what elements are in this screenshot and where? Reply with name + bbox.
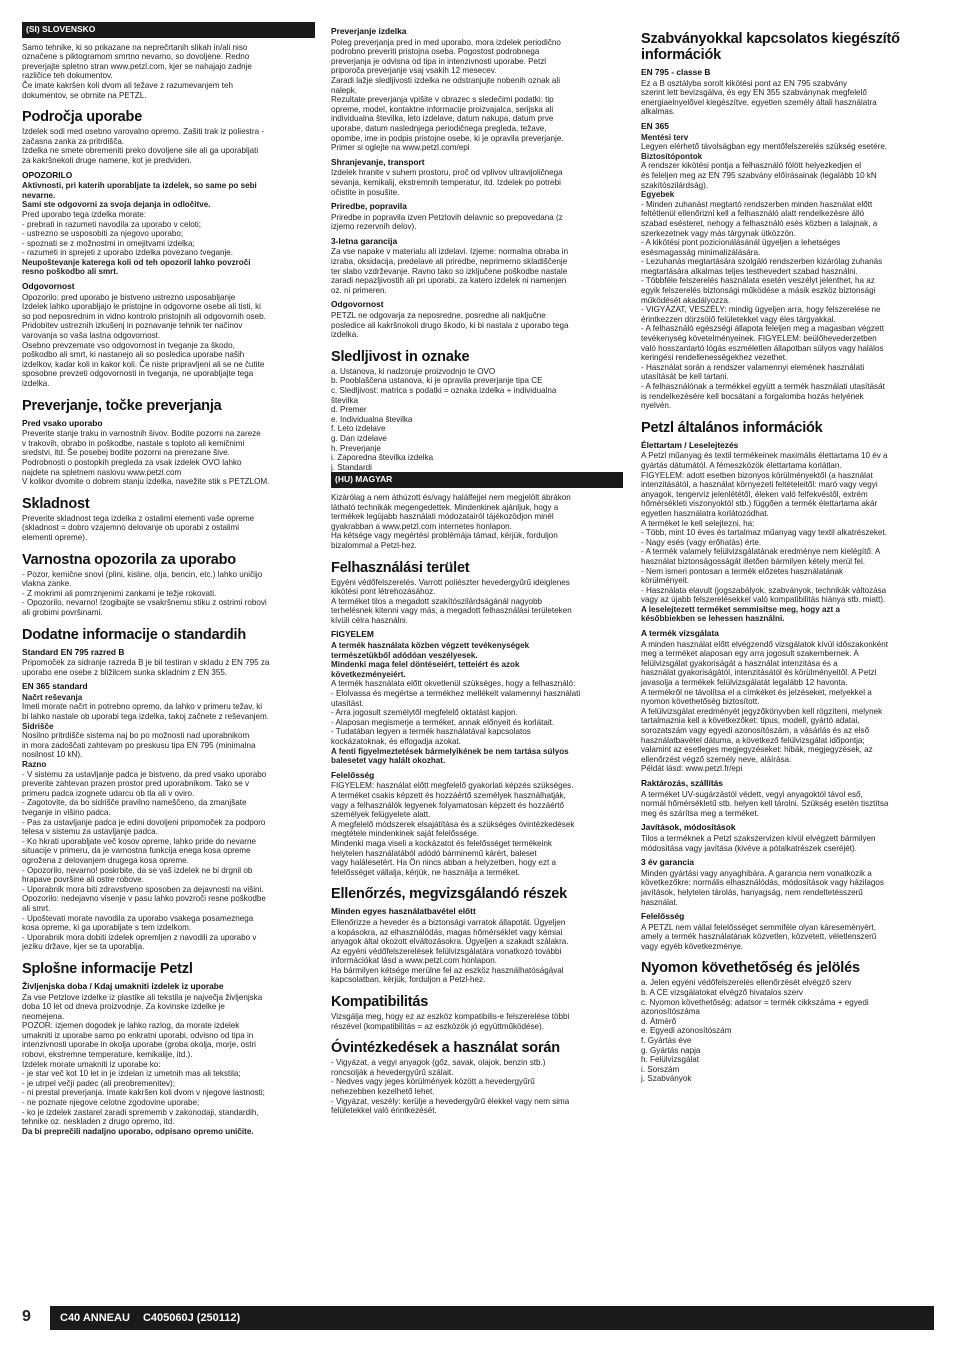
language-header: (HU) MAGYAR <box>331 472 623 488</box>
paragraph: PETZL ne odgovarja za neposredne, posredne ali naključne posledice ali kakršnokoli drugo škodo, ki bi nastala z uporabo tega izdelka. <box>331 311 569 340</box>
paragraph: Za vse Petzlove izdelke iz plastike ali tekstila je največja življenjska doba 10 let od dneva proizvodnje. Za kovinske izdelke je neomejena. POZOR: izjemen dogodek je lahko razlog, da morate izdelek umakniti iz uporabe samo po enkratni uporabi, odvisno od tipa in intenzivnosti uporabe in okolja uporabe (groba okolja, morje, ostri robovi, ekstremne temperature, kemikalije, itd.). Izdelek morate umakniti iz uporabe ko: - je star več kot 10 let in je izdelan iz umetnih mas ali tekstila; - je utrpel večji padec (ali preobremenitev); - ni prestal preverjanja. Imate kakršen koli dvom v njegove lastnosti; - ne poznate njegove celotne zgodovine uporabe; - ko je izdelek zastarel zaradi sprememb v zakonodaji, standardih, tehnike oz. neskladen z drugo opremo, itd. <box>22 992 265 1127</box>
subsection-heading: Preverjanje izdelka <box>331 26 407 36</box>
subsection-heading: EN 365 <box>641 120 669 131</box>
paragraph: Opozorilo: pred uporabo je bistveno ustrezno usposabljanje Izdelek lahko uporabljajo le pristojne in odgovorne osebe ali tisti, ki so pod neposrednim in vidno kontrolo pristojnih ali odgovornih oseb. Pridobitev ustreznih izkušenj in poznavanje tehnik ter načinov varovanja so vaša lastna odgovornost. Osebno prevzemate vso odgovornost in tveganje za škodo, poškodbo ali smrt, ki nastanejo ali so posledica uporabe naših izdelkov, kadar koli in kakor koli. Če niste pripravljeni ali se ne čutite sposobne prevzeti odgovornosti in tveganja, ne uporabljajte tega izdelka. <box>22 292 266 388</box>
page-footer <box>22 1306 934 1330</box>
paragraph: Vizsgálja meg, hogy ez az eszköz kompatibilis-e felszerelése többi részével (kompatibilitás = az eszközök jó együttműködése). <box>331 1012 570 1031</box>
subsection-heading: OPOZORILO <box>22 169 73 180</box>
document-reference: C405060J (250112) <box>142 1312 241 1324</box>
subsection-heading: Élettartam / Leselejtezés <box>641 439 739 450</box>
paragraph: - Vigyázat, a vegyi anyagok (gőz, savak, olajok, benzin stb.) roncsolják a hevedergyűrű szálait. - Nedves vagy jeges körülmények között a hevedergyűrű nehezebben kezelhető lehet. - Vigyázat, veszély: kerülje a hevedergyűrű élekkel vagy nem sima felületekkel való érintkezését. <box>331 1058 570 1116</box>
subsection-heading: Felelősség <box>641 911 685 922</box>
section-heading: Dodatne informacije o standardih <box>22 626 247 643</box>
product-name: C40 ANNEAU <box>60 1312 130 1324</box>
paragraph: A termék használata előtt okvetlenül szükséges, hogy a felhasználó: - Elolvassa és megértse a termékhez mellékelt valamennyi használati utasítást. - Arra jogosult személytől megfelelő oktatást kapjon. - Alaposan megismerje a terméket, annak előnyeit és korlátait. - Tudatában legyen a termék használatával kapcsolatos kockázatoknak, és elfogadja azokat. <box>331 679 581 746</box>
subsection-heading: 3 év garancia <box>641 857 695 868</box>
paragraph: FIGYELEM: használat előtt megfelelő gyakorlati képzés szükséges. A terméket csakis képzett és hozzáértő személyek használhatják, vagy a felhasználók legyenek folyamatosan képzett és hozzáértő személyek felügyelete alatt. A megfelelő módszerek elsajátítása és a szükséges óvintézkedések megtétele mindenkinek saját felelőssége. Mindenki maga viseli a kockázatot és felelősséget termékeink helytelen használatából adódó bárminemű kárért, baleset vagy halálesetért. Ha Ön nincs abban a helyzetben, hogy ezt a felelősséget vállalja, kérjük, ne használja a terméket. <box>331 781 575 877</box>
paragraph: - Minden zuhanást megtartó rendszerben minden használat előtt feltétlenül ellenőrizni kell a felhasználó alatt rendelkezésre álló szabad esésteret, nehogy a felhasználó esés közben a talajnak, a szerkezetnek vagy más tárgynak ütközzön. - A kikötési pont pozicionálásánál ügyeljen a lehetséges esésmagasság minimalizálására. - Lezuhanás megtartására szolgáló rendszerben kizárólag zuhanás megtartására alkalmas teljes testhevedert szabad használni. - Többféle felszerelés használata esetén veszélyt jelenthet, ha az egyik felszerelés biztonsági működése a másik eszköz biztonsági működését akadályozza. - VIGYÁZAT, VESZÉLY: mindig ügyeljen arra, hogy felszerelése ne érintkezzen dörzsölő felületekkel vagy éles tárgyakkal. - A felhasználó egészségi állapota feleljen meg a magasban végzett tevékenység követelményeinek. FIGYELEM: beülőhevederzetben való hosszantartó lógás eszméletlen állapotban súlyos vagy halálos keringési rendellenességekhez vezethet. - Használat során a rendszer valamennyi elemének használati utasítását be kell tartani. - A felhasználónak a termékkel együtt a termék használati utasítását is rendelkezésére kell bocsátani a forgalomba hozás helyének nyelvén. <box>641 199 885 411</box>
bold-paragraph: A fenti figyelmeztetések bármelyikének be nem tartása súlyos balesetet vagy halált okozhat. <box>331 746 569 766</box>
paragraph: A terméket UV-sugárzástól védett, vegyi anyagoktól távol eső, normál hőmérsékletű stb. helyen kell tárolni. Szükség esetén tisztítsa meg és szárítsa meg a terméket. <box>641 789 889 818</box>
section-heading: Splošne informacije Petzl <box>22 960 193 977</box>
section-heading: Nyomon követhetőség és jelölés <box>641 960 860 977</box>
paragraph: a. Ustanova, ki nadzoruje proizvodnjo te OVO b. Pooblaščena ustanova, ki je opravila preverjanje tipa CE c. Sledljivost: matrica s podatki = oznaka izdelka + individualna številka d. Premer e. Individualna številka f. Leto izdelave g. Dan izdelave h. Preverjanje i. Zaporedna številka izdelka j. Standardi <box>331 366 557 472</box>
section-heading: Področja uporabe <box>22 109 143 126</box>
column-left <box>22 22 315 1136</box>
subsection-heading: A termék vizsgálata <box>641 628 719 639</box>
subsection-heading: Priredbe, popravila <box>331 201 407 212</box>
paragraph: Samo tehnike, ki so prikazane na neprečrtanih slikah in/ali niso označene s piktogramom smrtno nevarno, so dovoljene. Redno preverjajte spletno stran www.petzl.com, kjer se nahajajo zadnje različice teh dokumentov. Če imate kakršen koli dvom ali težave z razumevanjem teh dokumentov, se obrnite na PETZL. <box>22 42 252 100</box>
paragraph: Imeti morate načrt in potrebno opremo, da lahko v primeru težav, ki bi lahko nastale ob uporabi tega izdelka, takoj začnete z reševanjem. <box>22 702 270 722</box>
subsection-heading: Javítások, módosítások <box>641 822 736 833</box>
section-heading: Óvintézkedések a használat során <box>331 1040 560 1057</box>
bold-paragraph: Sidrišče <box>22 721 54 731</box>
subsection-heading: FIGYELEM <box>331 629 374 640</box>
section-heading: Preverjanje, točke preverjanja <box>22 397 222 414</box>
bold-paragraph: A leselejtezett terméket semmisítse meg, hogy azt a későbbiekben se lehessen használni. <box>641 604 840 624</box>
section-heading: Szabványokkal kapcsolatos kiegészítő információk <box>641 31 900 63</box>
paragraph: Izdelek sodi med osebno varovalno opremo. Zašiti trak iz poliestra - začasna zanka za pritrdišča. Izdelka ne smete obremeniti preko dovoljene sile ali ga uporabljati za kakršnekoli druge namene, kot je predviden. <box>22 127 265 165</box>
section-heading: Sledljivost in oznake <box>331 348 470 365</box>
bold-paragraph: Mentési terv <box>641 132 689 142</box>
column-right <box>641 22 934 1084</box>
bold-paragraph: Biztosítópontok <box>641 151 703 161</box>
subsection-heading: Minden egyes használatbavétel előtt <box>331 906 476 917</box>
paragraph: Minden gyártási vagy anyaghibára. A garancia nem vonatkozik a következőkre: normális elhasználódás, módosítások vagy házilagos javítások, helytelen tárolás, hanyagság, nem rendeltetésszerű használat. <box>641 868 884 907</box>
subsection-heading: Odgovornost <box>22 281 75 292</box>
paragraph: Ez a B osztályba sorolt kikötési pont az EN 795 szabvány szerint lett bevizsgálva, és egy EN 355 szabványnak megfelelő energiaelnyelővel kiegészítve, egyetlen személy általi használatra alkalmas. <box>641 78 877 117</box>
section-heading: Skladnost <box>22 495 90 512</box>
bold-paragraph: Razno <box>22 760 47 770</box>
paragraph: Pripomoček za sidranje razreda B je bil testiran v skladu z EN 795 za uporabo ene osebe z bližilcem sunka skladnim z EN 355. <box>22 658 270 677</box>
bold-paragraph: Načrt reševanja <box>22 692 83 702</box>
bold-paragraph: Egyebek <box>641 190 675 200</box>
paragraph: a. Jelen egyéni védőfelszerelés ellenőrzését elvégző szerv b. A CE vizsgálatokat elvégző hivatalos szerv c. Nyomon követhetőség: adatsor = termék cikkszáma + egyedi azonosítószáma d. Átmérő e. Egyedi azonosítószám f. Gyártás éve g. Gyártás napja h. Felülvizsgálat i. Sorszám j. Szabványok <box>641 978 869 1084</box>
paragraph: Ellenőrizze a heveder és a biztonsági varratok állapotát. Ügyeljen a kopásokra, az elhasználódás, magas hőmérséklet vagy kémiai anyagok által okozott elváltozásokra. Ügyeljen a szakadt szálakra. Az egyéni védőfelszerelések felülvizsgálatára vonatkozó további információkat lásd a www.petzl.com honlapon. Ha bármilyen kétsége merülne fel az eszköz használhatóságával kapcsolatban, kérjük, forduljon a Petzl-hez. <box>331 917 569 985</box>
subsection-heading: Felelősség <box>331 769 375 780</box>
language-header: (SI) SLOVENSKO <box>22 22 315 38</box>
paragraph: Priredbe in popravila izven Petzlovih delavnic so prepovedana (z izjemo rezervnih delov). <box>331 212 563 232</box>
page-number: 9 <box>22 1308 31 1325</box>
paragraph: A minden használat előtt elvégzendő vizsgálatok kívül időszakonként meg a terméket alaposan egy arra jogosult szakembernek. A felülvizsgálat gyakoriságát a használat intenzitása és a használat gyakoriságától, intenzitásától és körülményeitől. A Petzl javasolja a termékek felülvizsgálatát legalább 12 havonta. A termékről ne távolítsa el a címkéket és jelzéseket, melyekkel a nyomon követhetőség biztosított. A felülvizsgálat eredményét jegyzőkönyvben kell rögzíteni, melynek tartalmaznia kell a következőket: típus, modell, gyártó adatai, sorozatszám vagy egyedi azonosítószám, a vásárlás és az első használatbavétel dátuma, a következő felülvizsgálat időpontja; valamint az esetleges megjegyzéseket: hibák, megjegyzések, az ellenőrzést végző személy neve, aláírása. Példát lásd: www.petzl.fr/epi <box>641 639 889 774</box>
paragraph: Poleg preverjanja pred in med uporabo, mora izdelek periodično podrobno preveriti pristojna oseba. Pogostost podrobnega preverjanja je odvisna od tipa in intenzivnosti uporabe. Petzl priporoča preverjanje vsaj vsakih 12 mesecev. Zaradi lažje sledljivosti izdelka ne odstranjujte nobenih oznak ali nalepk. Rezultate preverjanja vpišite v obrazec s sledečimi podatki: tip opreme, model, kontaktne informacije proizvajalca, serijska ali individualna številka, leto izdelave, datum nakupa, datum prve uporabe, datum naslednjega periodičnega pregleda, težave, opombe, ime in podpis pristojne osebe, ki je opravila preverjanje. Primer si oglejte na www.petzl.com/epi <box>331 37 564 153</box>
paragraph: A rendszer kikötési pontja a felhasználó fölött helyezkedjen el és feleljen meg az EN 795 szabvány előírásainak (legalább 10 kN szakítószilárdság). <box>641 161 877 190</box>
paragraph: Preverite skladnost tega izdelka z ostalimi elementi vaše opreme (skladnost = dobro vzajemno delovanje ob uporabi z ostalimi elementi opreme). <box>22 513 255 542</box>
subsection-heading: EN 795 - classe B <box>641 67 711 77</box>
subsection-heading: Odgovornost <box>331 299 384 310</box>
subsection-heading: 3-letna garancija <box>331 235 398 246</box>
section-heading: Varnostna opozorila za uporabo <box>22 551 236 568</box>
subsection-heading: Življenjska doba / Kdaj umakniti izdelek iz uporabe <box>22 980 224 991</box>
section-heading: Felhasználási terület <box>331 559 470 576</box>
paragraph: Kizárólag a nem áthúzott és/vagy halálfejjel nem megjelölt ábrákon látható technikák megengedettek. Mindenkinek ajánljuk, hogy a termékek legújabb használati módozatairól tájékozódjon minél gyakrabban a www.petzl.com internetes honlapon. Ha kétsége vagy megértési problémája támad, kérjük, forduljon bizalommal a Petzl-hez. <box>331 492 571 550</box>
paragraph: Tilos a terméknek a Petzl szakszervizen kívül elvégzett bármilyen módosítása vagy javítása (kivéve a pótalkatrészek cseréjét). <box>641 833 876 853</box>
subsection-heading: Pred vsako uporabo <box>22 417 103 428</box>
paragraph: Nosilno pritrdišče sistema naj bo po možnosti nad uporabnikom in mora zadoščati zahtevam po preskusu tipa EN 795 (minimalna nosilnost 10 kN). <box>22 731 256 760</box>
bold-paragraph: Aktivnosti, pri katerih uporabljate ta izdelek, so same po sebi nevarne. Sami ste odgovorni za svoja dejanja in odločitve. <box>22 181 257 210</box>
paragraph: Egyéni védőfelszerelés. Varrott poliészter hevedergyűrű ideiglenes kikötési pont létrehozásához. A terméket tilos a megadott szakítószilárdságánál nagyobb terhelésnek kitenni vagy más, a megadott felhasználási területeken kívüli célra használni. <box>331 577 572 625</box>
column-middle <box>331 22 623 1116</box>
subsection-heading: Standard EN 795 razred B <box>22 646 125 657</box>
paragraph: - Pozor, kemične snovi (plini, kisline, olja, bencin, etc.) lahko uničijo vlakna zanke. - Z mokrimi ali pomrznjenimi zankami je težje rokovati. - Opozorilo, nevarno! Izogibajte se vsakršnemu stiku z ostrimi robovi ali grobimi površinami. <box>22 569 267 617</box>
paragraph: A Petzl műanyag és textil termékeinek maximális élettartama 10 év a gyártás dátumától. A fémeszközök élettartama korlátlan. FIGYELEM: adott esetben bizonyos körülményektől (a használat intenzitásától, a használat környezeti feltételeitől: maró vagy vegyi anyagok, tengervíz jelenlététől, éleken való felfekvéstől, extrém hőmérsékleti viszonyoktól stb.) függően a termék élettartama akár egyetlen használatra korlátozódhat. A terméket le kell selejtezni, ha: - Több, mint 10 éves és tartalmaz műanyag vagy textil alkatrészeket. - Nagy esés (vagy erőhatás) érte. - A termék valamely felülvizsgálatának eredménye nem kielégítő. A használat biztonságosságát illetően bármilyen kétely merül fel. - Nem ismeri pontosan a termék előzetes használatának körülményeit. - Használata elavult (jogszabályok, szabványok, technikák változása vagy az újabb felszerelésekkel való kompatibilitás hiánya stb. miatt). <box>641 451 888 605</box>
paragraph: Legyen elérhető távolságban egy mentőfelszerelés szükség esetére. <box>641 142 888 152</box>
paragraph: Preverite stanje traku in varnostnih šivov. Bodite pozorni na zareze v trakovih, obrabo in poškodbe, nastale s toploto ali kemičnimi sredstvi, itd. Še posebej bodite pozorni na prerezane šive. Podrobnosti o postopkih pregleda za vsak izdelek OVO lahko najdete na spletnem naslovu www.petzl.com V kolikor dvomite o dobrem stanju izdelka, navežite stik s PETZLOM. <box>22 429 270 487</box>
subsection-heading: Shranjevanje, transport <box>331 156 425 167</box>
paragraph: Izdelek hranite v suhem prostoru, proč od vplivov ultravijoličnega sevanja, kemikalij, ekstremnih temperatur, itd. Izdelek po potrebi očistite in posušite. <box>331 168 563 197</box>
section-heading: Kompatibilitás <box>331 994 429 1011</box>
bold-paragraph: A termék használata közben végzett tevékenységek természetükből adódóan veszélyesek. Mindenki maga felel döntéseiért, tetteiért és azok következményeiért. <box>331 641 530 679</box>
bold-paragraph: Da bi preprečili nadaljno uporabo, odpisano opremo uničite. <box>22 1126 254 1136</box>
section-heading: Petzl általános információk <box>641 419 823 436</box>
paragraph: - V sistemu za ustavljanje padca je bistveno, da pred vsako uporabo preverite zahtevan prazen prostor pred uporabnikom. Tako se v primeru padca izognete udarcu ob tla ali v oviro. - Zagotovite, da bo sidrišče pravilno nameščeno, da zmanjšate tveganje in višino padca. - Pas za ustavljanje padca je edini dovoljeni pripomoček za podporo telesa v sistemu za ustavljanje padca. - Ko hkrati uporabljate več kosov opreme, lahko pride do nevarne situacije v primeru, da je varnostna funkcija enega kosa opreme ogrožena z delovanjem drugega kosa opreme. - Opozorilo, nevarno! poskrbite, da se vaš izdelek ne bi drgnil ob hrapave površine ali ostre robove. - Uporabnik mora biti zdravstveno sposoben za dejavnosti na višini. Opozorilo: nedejavno visenje v pasu lahko povzroči resne poškodbe ali smrt. - Upoštevati morate navodila za uporabo vsakega posameznega kosa opreme, ki ga uporabljate s tem izdelkom. - Uporabnik mora dobiti izdelek opremljen z navodili za uporabo v jeziku države, kjer se ta uporablja. <box>22 769 267 952</box>
section-heading: Ellenőrzés, megvizsgálandó részek <box>331 886 567 903</box>
subsection-heading: Raktározás, szállítás <box>641 777 723 788</box>
bold-paragraph: Neupoštevanje katerega koli od teh opozoril lahko povzroči resno poškodbo ali smrt. <box>22 257 251 277</box>
paragraph: Pred uporabo tega izdelka morate: - prebrati in razumeti navodila za uporabo v celoti; - ustrezno se usposobiti za njegovo uporabo; - spoznati se z možnostmi in omejitvami izdelka; - razumeti in sprejeti z uporabo izdelka povezano tveganje. <box>22 209 234 258</box>
footer-bar <box>50 1306 934 1330</box>
paragraph: Za vse napake v materialu ali izdelavi. Izjeme: normalna obraba in izraba, oksidacija, predelave ali priredbe, neprimerno skladiščenje ter slabo vzdrževanje. Ravno tako so izključene poškodbe nastale zaradi nepazljivostih ali pri uporabi, za katero izdelek ni namenjen oz. ni primeren. <box>331 247 569 295</box>
paragraph: A PETZL nem vállal felelősséget semmiféle olyan káreseményért, amely a termék használatának közvetlen, közvetett, véletlenszerű vagy egyéb következménye. <box>641 922 877 951</box>
subsection-heading: EN 365 standard <box>22 681 88 692</box>
